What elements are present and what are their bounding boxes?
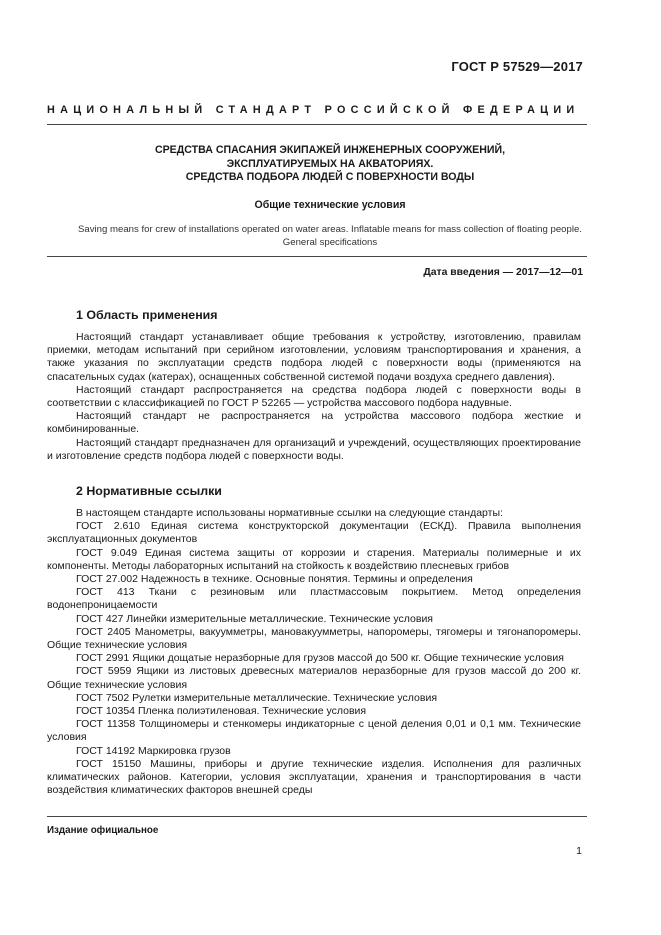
reference-item: ГОСТ 2405 Манометры, вакуумметры, мановакуумметры, напоромеры, тягомеры и тягонапоромеры. Общие технические условия bbox=[47, 625, 581, 652]
document-subtitle: Общие технические условия bbox=[254, 199, 406, 211]
reference-item: ГОСТ 27.002 Надежность в технике. Основные понятия. Термины и определения bbox=[76, 573, 473, 586]
title-line-2: ЭКСПЛУАТИРУЕМЫХ НА АКВАТОРИЯХ. bbox=[226, 157, 434, 170]
standard-code: ГОСТ Р 57529—2017 bbox=[451, 59, 583, 74]
section-2-body bbox=[47, 507, 581, 797]
paragraph: Настоящий стандарт распространяется на средства подбора людей с поверхности воды в соответствии с классификацией по ГОСТ Р 52265 — устройства массового подбора надувные. bbox=[47, 383, 581, 410]
reference-item: ГОСТ 7502 Рулетки измерительные металлические. Технические условия bbox=[76, 691, 438, 704]
section-2-heading: 2 Нормативные ссылки bbox=[76, 484, 222, 498]
reference-item: ГОСТ 9.049 Единая система защиты от коррозии и старения. Материалы полимерные и их компоненты. Методы лабораторных испытаний на стойкость к воздействию плесневых грибов bbox=[47, 546, 581, 572]
title-line-1: СРЕДСТВА СПАСАНИЯ ЭКИПАЖЕЙ ИНЖЕНЕРНЫХ СООРУЖЕНИЙ, bbox=[154, 144, 506, 156]
reference-item: ГОСТ 11358 Толщиномеры и стенкомеры индикаторные с ценой деления 0,01 и 0,1 мм. Технические условия bbox=[47, 718, 581, 744]
document-title bbox=[60, 144, 600, 185]
reference-item: ГОСТ 14192 Маркировка грузов bbox=[76, 744, 231, 757]
section-1-body bbox=[47, 331, 581, 463]
english-title-line-2: General specifications bbox=[282, 236, 378, 248]
paragraph: Настоящий стандарт предназначен для организаций и учреждений, осуществляющих проектирование и изготовление средств подбора людей с поверхности воды. bbox=[47, 436, 581, 462]
title-divider bbox=[47, 256, 587, 257]
section-1-heading: 1 Область применения bbox=[76, 308, 218, 322]
reference-item: ГОСТ 5959 Ящики из листовых древесных материалов неразборные для грузов массой до 200 кг. Общие технические условия bbox=[47, 665, 581, 691]
reference-item: ГОСТ 413 Ткани с резиновым или пластмассовым покрытием. Метод определения водонепроницаемости bbox=[47, 586, 581, 612]
paragraph: Настоящий стандарт не распространяется на устройства массового подбора жесткие и комбинированные. bbox=[47, 410, 581, 436]
effective-date: Дата введения — 2017—12—01 bbox=[423, 267, 583, 278]
official-publication-label: Издание официальное bbox=[47, 825, 159, 836]
title-line-3: СРЕДСТВА ПОДБОРА ЛЮДЕЙ С ПОВЕРХНОСТИ ВОДЫ bbox=[185, 171, 475, 183]
reference-item: ГОСТ 15150 Машины, приборы и другие технические изделия. Исполнения для различных климатических районов. Категории, условия эксплуатации, хранения и транспортирования в части воздействия климатических факторов внешней среды bbox=[47, 757, 581, 797]
page-number: 1 bbox=[576, 845, 582, 857]
reference-item: ГОСТ 427 Линейки измерительные металлические. Технические условия bbox=[76, 612, 433, 625]
paragraph: В настоящем стандарте использованы нормативные ссылки на следующие стандарты: bbox=[76, 507, 503, 519]
national-standard-banner: НАЦИОНАЛЬНЫЙ СТАНДАРТ РОССИЙСКОЙ ФЕДЕРАЦИИ bbox=[47, 104, 580, 116]
english-title bbox=[40, 224, 620, 249]
english-title-line-1: Saving means for crew of installations operated on water areas. Inflatable means for mass collection of floating people. bbox=[78, 224, 582, 235]
reference-item: ГОСТ 2991 Ящики дощатые неразборные для грузов массой до 500 кг. Общие технические условия bbox=[76, 652, 564, 665]
reference-item: ГОСТ 10354 Пленка полиэтиленовая. Технические условия bbox=[76, 705, 367, 718]
reference-item: ГОСТ 2.610 Единая система конструкторской документации (ЕСКД). Правила выполнения эксплуатационных документов bbox=[47, 520, 581, 546]
footer-divider bbox=[47, 816, 587, 817]
top-divider bbox=[47, 124, 587, 125]
paragraph: Настоящий стандарт устанавливает общие требования к устройству, изготовлению, правилам приемки, методам испытаний при серийном изготовлении, условиям транспортирования и хранения, а также указания по эксплуатации средств подбора людей с поверхности воды (применяются на спасательных судах (катерах), оснащенных собственной системой подачи воздуха среднего давления). bbox=[47, 331, 581, 383]
